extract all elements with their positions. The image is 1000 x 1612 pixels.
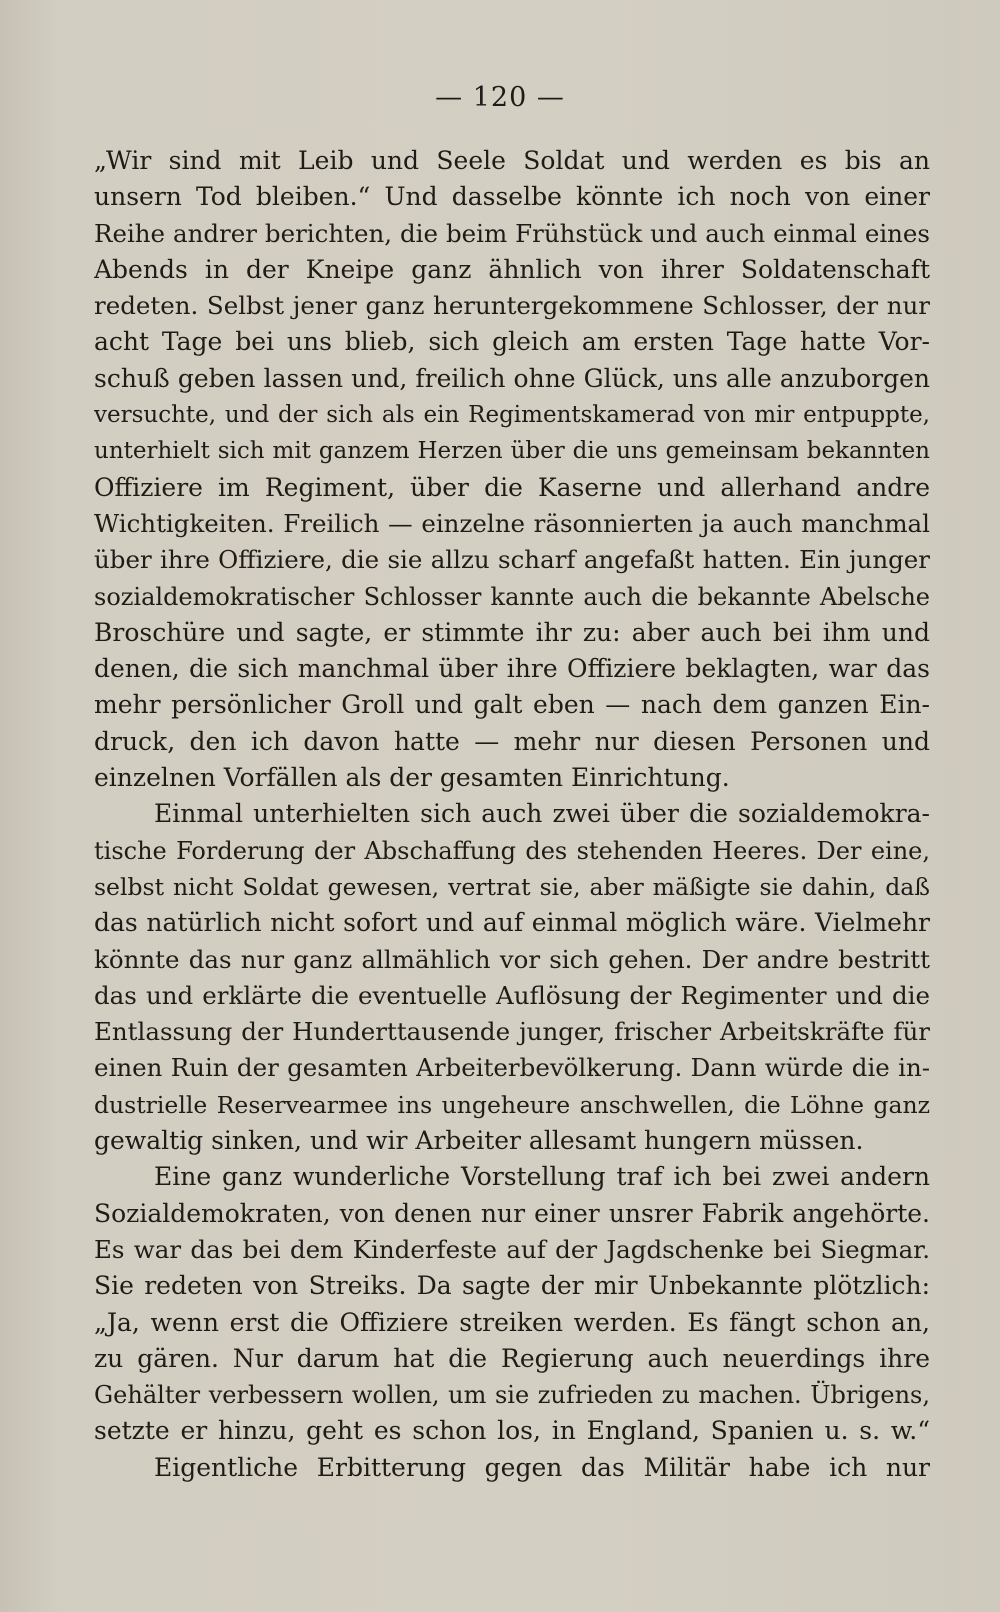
text-line: das natürlich nicht sofort und auf einmal möglich wäre. Vielmehr — [94, 908, 930, 938]
text-line: mehr persönlicher Groll und galt eben — nach dem ganzen Ein- — [94, 690, 930, 720]
text-line: setzte er hinzu, geht es schon los, in England, Spanien u. s. w.“ — [94, 1416, 930, 1446]
text-line: Entlassung der Hunderttausende junger, frischer Arbeitskräfte für — [94, 1017, 930, 1047]
text-line: Einmal unterhielten sich auch zwei über die sozialdemokra- — [154, 799, 930, 829]
text-line: Offiziere im Regiment, über die Kaserne und allerhand andre — [94, 472, 930, 502]
text-line: einzelnen Vorfällen als der gesamten Einrichtung. — [94, 763, 730, 793]
text-line: Reihe andrer berichten, die beim Frühstück und auch einmal eines — [94, 218, 930, 248]
text-line: tische Forderung der Abschaffung des stehenden Heeres. Der eine, — [94, 836, 930, 865]
text-line: schuß geben lassen und, freilich ohne Glück, uns alle anzuborgen — [94, 363, 930, 393]
text-line: unterhielt sich mit ganzem Herzen über die uns gemeinsam bekannten — [94, 438, 930, 465]
text-line: „Ja, wenn erst die Offiziere streiken werden. Es fängt schon an, — [94, 1307, 930, 1337]
text-line: sozialdemokratischer Schlosser kannte auch die bekannte Abelsche — [94, 582, 930, 611]
text-line: Sozialdemokraten, von denen nur einer unsrer Fabrik angehörte. — [94, 1198, 930, 1228]
text-line: redeten. Selbst jener ganz heruntergekommene Schlosser, der nur — [94, 291, 930, 321]
text-line: einen Ruin der gesamten Arbeiterbevölkerung. Dann würde die in- — [94, 1053, 930, 1083]
text-line: könnte das nur ganz allmählich vor sich gehen. Der andre bestritt — [94, 944, 930, 974]
text-line: Eigentliche Erbitterung gegen das Militär habe ich nur — [154, 1452, 930, 1482]
text-line: Es war das bei dem Kinderfeste auf der Jagdschenke bei Siegmar. — [94, 1234, 930, 1264]
text-line: dustrielle Reservearmee ins ungeheure anschwellen, die Löhne ganz — [94, 1090, 930, 1119]
text-line: versuchte, und der sich als ein Regimentskamerad von mir entpuppte, — [94, 402, 930, 429]
text-line: zu gären. Nur darum hat die Regierung auch neuerdings ihre — [94, 1343, 930, 1373]
text-line: druck, den ich davon hatte — mehr nur diesen Personen und — [94, 726, 930, 756]
text-line: unsern Tod bleiben.“ Und dasselbe könnte ich noch von einer — [94, 182, 930, 212]
text-line: selbst nicht Soldat gewesen, vertrat sie, aber mäßigte sie dahin, daß — [94, 872, 930, 901]
page-number: — 120 — — [435, 82, 565, 113]
text-line: Sie redeten von Streiks. Da sagte der mir Unbekannte plötzlich: — [94, 1271, 930, 1301]
text-line: das und erklärte die eventuelle Auflösung der Regimenter und die — [94, 980, 930, 1010]
text-line: Gehälter verbessern wollen, um sie zufrieden zu machen. Übrigens, — [94, 1381, 930, 1410]
text-line: Abends in der Kneipe ganz ähnlich von ihrer Soldatenschaft — [94, 254, 930, 284]
text-line: acht Tage bei uns blieb, sich gleich am ersten Tage hatte Vor- — [94, 327, 930, 357]
text-line: denen, die sich manchmal über ihre Offiziere beklagten, war das — [94, 654, 930, 684]
text-line: Wichtigkeiten. Freilich — einzelne räsonnierten ja auch manchmal — [94, 508, 930, 538]
text-line: über ihre Offiziere, die sie allzu scharf angefaßt hatten. Ein junger — [94, 545, 930, 575]
text-line: Eine ganz wunderliche Vorstellung traf ich bei zwei andern — [154, 1162, 930, 1192]
text-line: gewaltig sinken, und wir Arbeiter allesamt hungern müssen. — [94, 1126, 864, 1156]
body-text — [94, 143, 930, 1486]
text-line: „Wir sind mit Leib und Seele Soldat und werden es bis an — [94, 146, 930, 175]
text-line: Broschüre und sagte, er stimmte ihr zu: aber auch bei ihm und — [94, 617, 930, 647]
